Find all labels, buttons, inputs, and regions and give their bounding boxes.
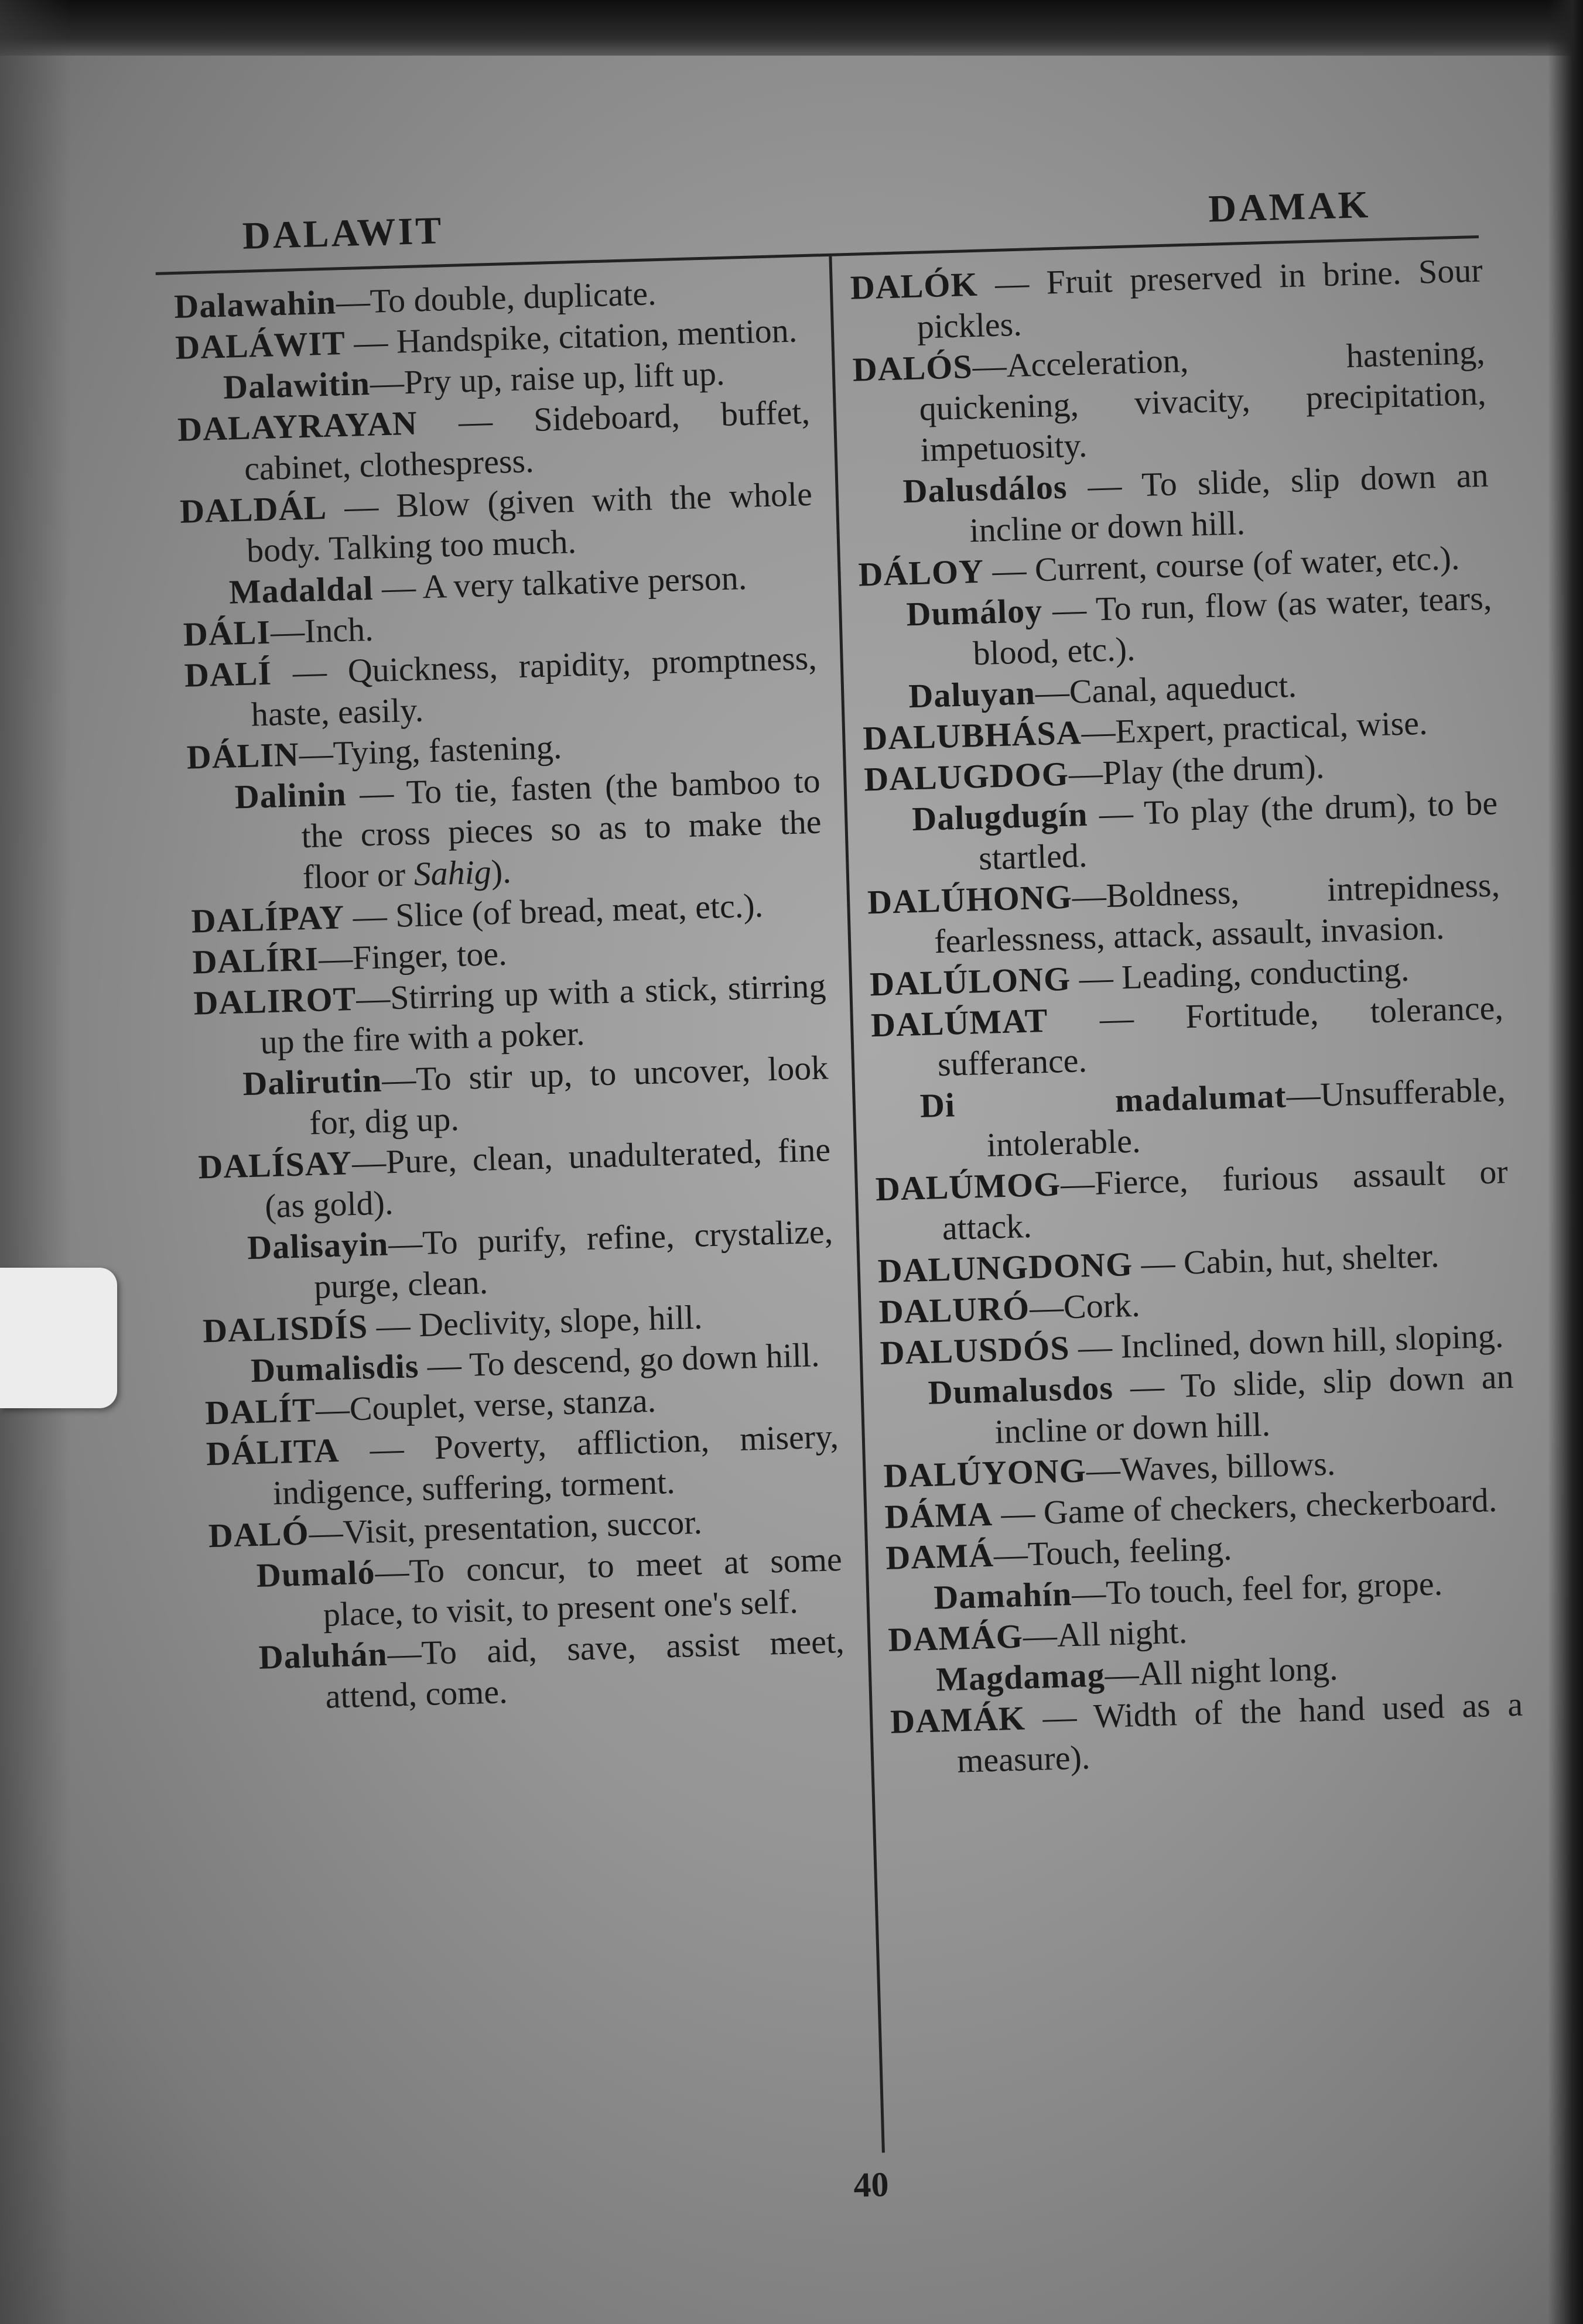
definition: —Boldness, intrepidness, fearlessness, attack, assault, invasion. — [934, 865, 1500, 961]
headword: DALÓ — [208, 1514, 310, 1555]
definition: —Couplet, verse, stanza. — [314, 1381, 657, 1429]
definition: —Fierce, furious assault or attack. — [941, 1152, 1509, 1248]
headword: DALÍT — [204, 1391, 316, 1432]
headword: Dalawitin — [223, 364, 371, 406]
headword: DAMÁG — [887, 1617, 1024, 1659]
definition: —Unsufferable, intolerable. — [986, 1070, 1506, 1164]
headword: DALÓK — [850, 265, 979, 307]
headword: Dalirutin — [242, 1060, 383, 1103]
definition: — Inclined, down hill, sloping. — [1069, 1316, 1505, 1367]
headword: DALUNGDONG — [877, 1245, 1133, 1291]
dictionary-entry — [852, 332, 1488, 473]
definition: —Expert, practical, wise. — [1081, 703, 1428, 752]
definition: —Pry up, raise up, lift up. — [369, 354, 726, 402]
dictionary-content — [152, 114, 1583, 2213]
headword: DALÍRI — [192, 939, 319, 981]
headword: DALUBHÁSA — [862, 713, 1082, 758]
sub-entry — [902, 455, 1490, 553]
headword: DALUGDOG — [863, 754, 1069, 799]
headword: DALÚYONG — [883, 1451, 1087, 1495]
headword: Daluyan — [908, 673, 1036, 716]
definition: — Current, course (of water, etc.). — [983, 538, 1461, 590]
definition: —Canal, aqueduct. — [1034, 666, 1297, 712]
definition: — To play (the drum), to be startled. — [978, 783, 1498, 878]
definition: — Leading, conducting. — [1070, 950, 1410, 998]
headword: Dalinin — [234, 775, 347, 816]
headword: DÁLIN — [186, 735, 300, 776]
headword: Damahín — [933, 1575, 1073, 1617]
definition: —Tying, fastening. — [298, 727, 563, 773]
headword: DALÚHONG — [867, 877, 1073, 922]
headword: Magdamag — [935, 1655, 1106, 1699]
headword: DALÍSAY — [197, 1144, 353, 1186]
definition: —To aid, save, assist meet, attend, come. — [324, 1622, 845, 1716]
definition: — A very talkative person. — [372, 558, 747, 607]
definition: — Sideboard, buffet, cabinet, clothespress. — [244, 392, 811, 488]
sub-entry — [258, 1621, 846, 1719]
headword: DALAYRAYAN — [177, 403, 418, 449]
definition: —Inch. — [270, 610, 374, 651]
sub-entry — [911, 782, 1499, 881]
sub-entry — [247, 1211, 835, 1309]
definition: —To double, duplicate. — [335, 274, 657, 321]
page-number: 40 — [853, 2165, 890, 2205]
headword: DALISDÍS — [202, 1307, 369, 1350]
sub-entry — [919, 1069, 1507, 1168]
headword: DALDÁL — [179, 488, 327, 530]
headword: Dumaló — [256, 1553, 376, 1594]
definition: —To concur, to meet at some place, to visit, to present one's self. — [322, 1540, 843, 1634]
definition: — Quickness, rapidity, promptness, haste, easily. — [250, 638, 818, 734]
definition: —Pure, clean, unadulterated, fine (as gold). — [264, 1130, 831, 1226]
sub-entry — [928, 1356, 1516, 1454]
definition: —Play (the drum). — [1068, 747, 1325, 793]
definition: —To purify, refine, crystalize, purge, clean. — [313, 1212, 833, 1306]
definition: —All night long. — [1104, 1649, 1339, 1694]
headword: DALÍ — [184, 653, 272, 694]
left-column — [173, 269, 846, 1720]
definition: — Cabin, hut, shelter. — [1132, 1236, 1440, 1283]
definition: — Declivity, slope, hill. — [367, 1298, 703, 1346]
dictionary-entry — [890, 1684, 1524, 1784]
bookmark-tab — [0, 1268, 117, 1408]
headword: DAMÁ — [885, 1535, 994, 1577]
definition: — Fortitude, tolerance, sufferance. — [937, 988, 1504, 1084]
definition: — To slide, slip down an incline or down hill. — [969, 456, 1489, 550]
page-top-shadow — [0, 0, 1583, 56]
headword: Dumalusdos — [927, 1368, 1114, 1412]
sub-entry — [256, 1539, 844, 1637]
headword: Dalusdálos — [902, 467, 1068, 511]
definition: —Waves, billows. — [1085, 1444, 1336, 1490]
running-header-left: DALAWIT — [242, 209, 445, 258]
definition-end: ). — [490, 852, 512, 891]
headword: DALÚLONG — [869, 959, 1072, 1004]
definition: —Visit, presentation, succor. — [308, 1502, 703, 1552]
definition: —All night. — [1022, 1612, 1188, 1655]
headword: DALÁWIT — [175, 323, 346, 367]
headword: Dumalisdis — [250, 1347, 420, 1390]
headword: DALÍPAY — [190, 898, 346, 940]
headword: Dalisayin — [247, 1224, 389, 1267]
sub-entry — [234, 761, 823, 900]
definition: — To descend, go down hill. — [418, 1336, 820, 1385]
headword: DALÚMAT — [870, 1001, 1049, 1045]
headword: Dalawahin — [173, 283, 337, 326]
sub-entry — [906, 577, 1494, 676]
headword: Daluhán — [258, 1634, 388, 1676]
definition: — Game of checkers, checkerboard. — [991, 1480, 1497, 1533]
headword: DÁLITA — [206, 1430, 340, 1473]
headword: DÁMA — [884, 1494, 993, 1536]
headword: Di madalumat — [919, 1076, 1287, 1125]
definition: —To touch, feel for, grope. — [1071, 1564, 1443, 1613]
headword: DALÚMOG — [875, 1165, 1062, 1209]
headword: DÁLI — [183, 612, 271, 653]
headword: DALUSDÓS — [879, 1329, 1071, 1373]
definition: — To slide, slip down an incline or down hill. — [994, 1357, 1514, 1451]
definition: —Touch, feeling. — [993, 1529, 1233, 1574]
definition: — Poverty, affliction, misery, indigence, suffering, torment. — [272, 1417, 839, 1512]
definition: — Handspike, citation, mention. — [344, 311, 798, 362]
definition: —Finger, toe. — [318, 934, 508, 978]
definition-italic: Sahig — [413, 853, 492, 893]
definition: — Slice (of bread, meat, etc.). — [344, 886, 764, 936]
headword: DAMÁK — [890, 1699, 1026, 1741]
definition: — To tie, fasten (the bamboo to the cross pieces so as to make the floor or — [300, 761, 822, 896]
headword: DALÓS — [852, 347, 973, 389]
sub-entry — [242, 1047, 830, 1145]
definition: —Stirring up with a stick, stirring up the fire with a poker. — [259, 966, 827, 1062]
definition: — Blow (given with the whole body. Talking too much. — [246, 474, 813, 570]
headword: DALIROT — [193, 979, 357, 1022]
page-left-shadow — [0, 0, 70, 2324]
definition: — To run, flow (as water, tears, blood, etc.). — [972, 579, 1493, 673]
headword: Dumáloy — [905, 591, 1043, 634]
definition: —To stir up, to uncover, look for, dig up. — [309, 1048, 829, 1142]
headword: Madaldal — [228, 569, 374, 611]
headword: Dalugdugín — [911, 795, 1089, 838]
headword: DÁLOY — [857, 552, 984, 594]
definition: —Acceleration, hastening, quickening, vivacity, precipitation, impetuosity. — [918, 333, 1487, 469]
definition: —Cork. — [1029, 1285, 1141, 1327]
right-column — [850, 250, 1524, 1784]
definition: — Width of the hand used as a measure). — [956, 1685, 1523, 1780]
headword: DALURÓ — [878, 1288, 1030, 1332]
definition: — Fruit preserved in brine. Sour pickles. — [916, 251, 1483, 346]
running-header-right: DAMAK — [1208, 183, 1371, 231]
